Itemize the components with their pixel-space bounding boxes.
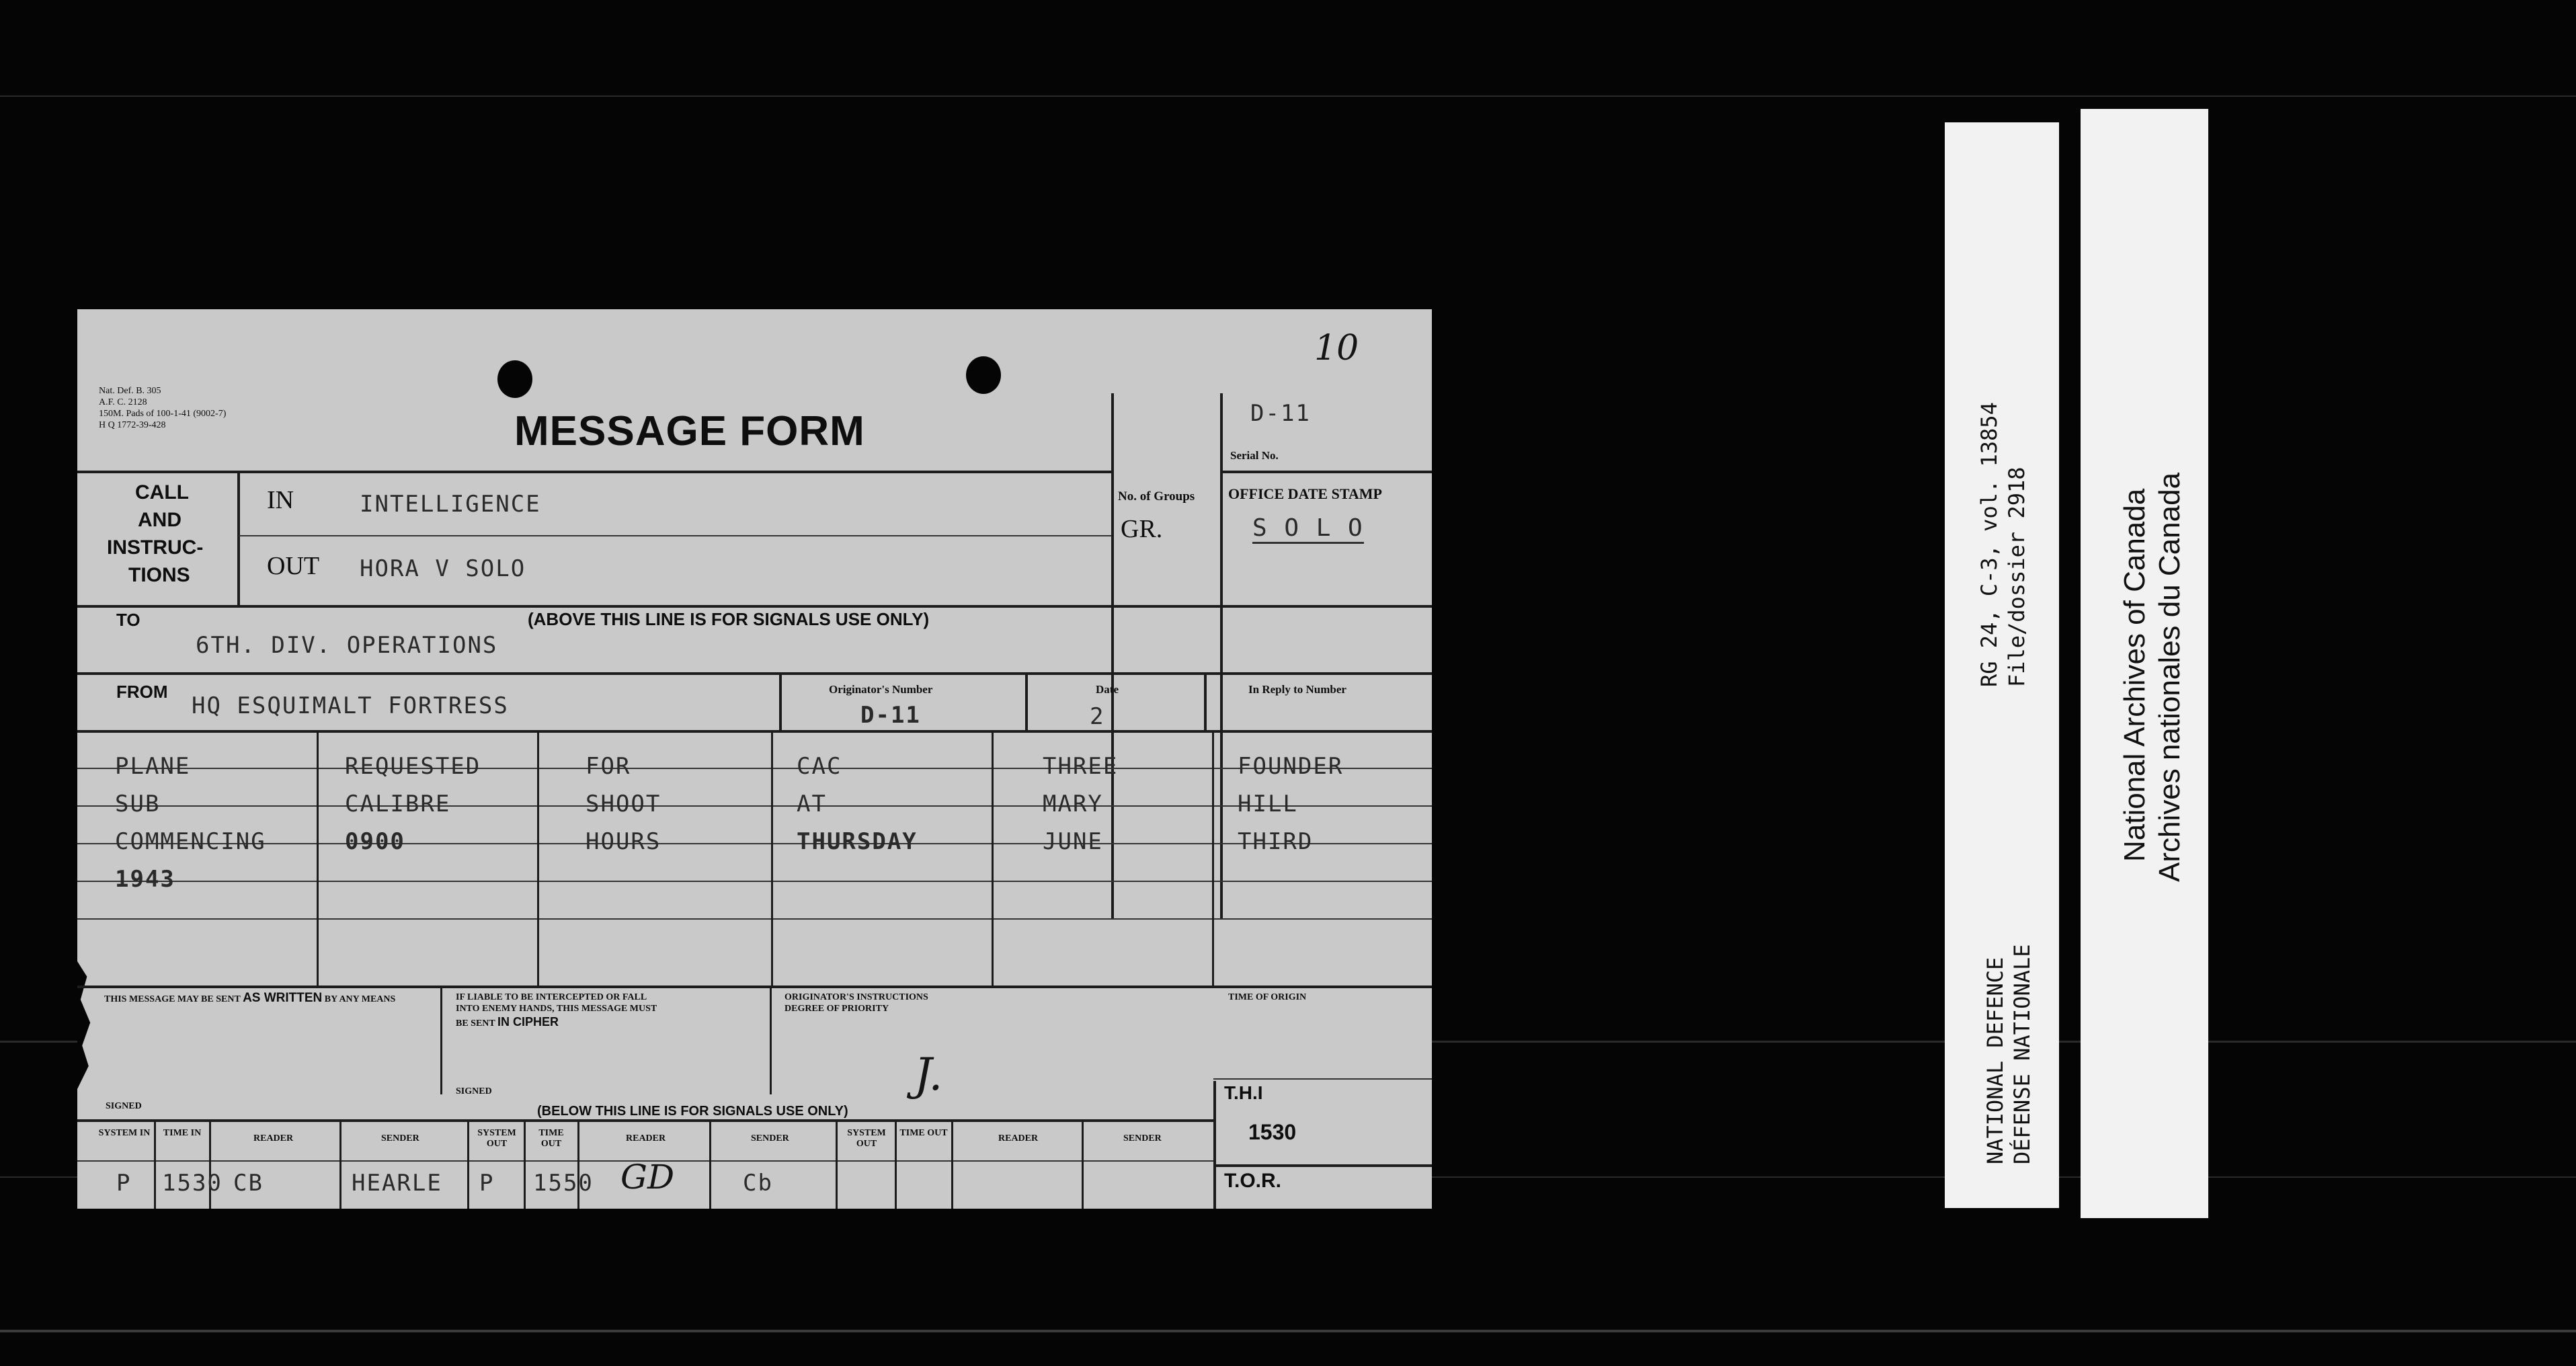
scan-line <box>0 95 2576 97</box>
message-word: 1943 <box>115 866 175 893</box>
signals-value: 1550 <box>533 1170 594 1197</box>
rule <box>524 1119 526 1209</box>
department-line: DÉFENSE NATIONALE <box>2009 944 2035 1164</box>
archive-reference-strip <box>1945 122 2059 1208</box>
sent-note-suffix: BY ANY MEANS <box>324 994 396 1004</box>
no-of-groups-label: No. of Groups <box>1118 489 1195 504</box>
sent-note <box>104 992 447 1005</box>
archives-name-strip <box>2081 109 2208 1218</box>
signals-above-note: (ABOVE THIS LINE IS FOR SIGNALS USE ONLY) <box>528 609 930 629</box>
out-value: HORA V SOLO <box>360 555 526 582</box>
torn-edge <box>77 961 93 1089</box>
cipher-note-line <box>456 1015 559 1029</box>
signals-value: P <box>116 1170 132 1197</box>
message-word: THURSDAY <box>797 828 918 855</box>
call-label: CALL <box>135 481 189 504</box>
rule <box>77 1119 1213 1122</box>
serial-number-label: Serial No. <box>1230 449 1279 462</box>
cipher-note-text: BE SENT <box>456 1018 495 1029</box>
rule <box>339 1119 341 1209</box>
message-word: THREE <box>1043 753 1119 780</box>
signals-value: 1530 <box>162 1170 223 1197</box>
rule <box>237 471 240 605</box>
signals-below-note: (BELOW THIS LINE IS FOR SIGNALS USE ONLY) <box>537 1104 848 1119</box>
rule <box>317 731 319 987</box>
rule <box>836 1119 838 1209</box>
serial-number-value: D-11 <box>1250 400 1311 427</box>
rule <box>951 1119 953 1209</box>
date-value: 2 <box>1090 703 1105 730</box>
message-form <box>77 309 1432 1209</box>
signals-header: TIME OUT <box>899 1128 948 1138</box>
signals-value: HEARLE <box>352 1170 442 1197</box>
rule <box>779 674 782 730</box>
message-word: CALIBRE <box>345 791 451 817</box>
rule <box>1213 1081 1216 1209</box>
office-date-stamp-value: S O L O <box>1252 514 1364 544</box>
rule <box>1082 1119 1084 1209</box>
rule <box>992 731 994 987</box>
out-label: OUT <box>267 552 320 580</box>
sent-note-bold: AS WRITTEN <box>243 991 323 1005</box>
signals-header: SENDER <box>751 1133 789 1143</box>
rule <box>440 987 442 1094</box>
form-code-line: 150M. Pads of 100-1-41 (9002-7) <box>99 409 227 419</box>
from-label: FROM <box>116 682 168 702</box>
message-word: THIRD <box>1238 828 1314 855</box>
rule <box>77 881 1432 882</box>
signals-header: SYSTEM OUT <box>847 1128 886 1149</box>
call-label: INSTRUC- <box>107 536 204 559</box>
rule <box>77 605 1432 608</box>
message-word: AT <box>797 791 827 817</box>
signals-value: GD <box>620 1158 675 1197</box>
rule <box>77 768 1432 769</box>
signals-header: TIME IN <box>163 1128 202 1138</box>
signals-value: P <box>479 1170 495 1197</box>
rule <box>77 918 1432 920</box>
signals-header: READER <box>998 1133 1039 1143</box>
rule <box>239 535 1111 536</box>
message-word: PLANE <box>115 753 191 780</box>
message-word: FOR <box>586 753 631 780</box>
in-value: INTELLIGENCE <box>360 491 541 518</box>
in-label: IN <box>267 486 294 514</box>
signed-label: SIGNED <box>106 1101 142 1111</box>
rule <box>77 471 1113 473</box>
handwritten-page-number: 10 <box>1314 328 1359 368</box>
date-label: Date <box>1096 683 1119 696</box>
signals-value: CB <box>233 1170 264 1197</box>
to-label: TO <box>116 610 140 630</box>
archives-name-french: Archives nationales du Canada <box>2153 472 2186 882</box>
call-label: TIONS <box>128 564 190 586</box>
in-reply-label: In Reply to Number <box>1248 683 1346 696</box>
signals-header: SYSTEM IN <box>98 1128 151 1138</box>
signals-value: Cb <box>743 1170 773 1197</box>
message-word: JUNE <box>1043 828 1103 855</box>
message-word: MARY <box>1043 791 1103 817</box>
cipher-note-line: INTO ENEMY HANDS, THIS MESSAGE MUST <box>456 1004 657 1014</box>
message-word: HILL <box>1238 791 1298 817</box>
rule <box>1212 731 1214 987</box>
form-code-line: H Q 1772-39-428 <box>99 420 166 430</box>
thi-label: T.H.I <box>1224 1082 1263 1103</box>
rule <box>770 987 772 1094</box>
priority-mark: J. <box>914 1049 943 1100</box>
rule <box>467 1119 469 1209</box>
message-word: REQUESTED <box>345 753 481 780</box>
rule <box>77 843 1432 844</box>
sent-note-prefix: THIS MESSAGE MAY BE SENT <box>104 994 241 1004</box>
rule <box>1025 674 1028 730</box>
form-code-line: Nat. Def. B. 305 <box>99 386 161 396</box>
signals-header: SYSTEM OUT <box>477 1128 516 1149</box>
rule <box>154 1119 156 1209</box>
rule <box>1204 674 1207 730</box>
signals-header: SENDER <box>1123 1133 1162 1143</box>
originators-instructions-label: ORIGINATOR'S INSTRUCTIONS <box>784 992 928 1002</box>
rule <box>537 731 539 987</box>
originators-number-label: Originator's Number <box>829 683 933 696</box>
priority-label: DEGREE OF PRIORITY <box>784 1004 889 1014</box>
rule <box>77 986 1432 988</box>
originators-number-value: D-11 <box>860 702 921 729</box>
gr-label: GR. <box>1121 515 1163 543</box>
time-of-origin-label: TIME OF ORIGIN <box>1228 992 1307 1002</box>
rule <box>895 1119 897 1209</box>
form-title: MESSAGE FORM <box>514 408 865 454</box>
office-date-stamp-label: OFFICE DATE STAMP <box>1228 485 1382 502</box>
signals-header: TIME OUT <box>538 1128 564 1149</box>
signals-header: READER <box>253 1133 294 1143</box>
signals-header: SENDER <box>381 1133 419 1143</box>
thi-value: 1530 <box>1248 1120 1297 1144</box>
message-word: FOUNDER <box>1238 753 1344 780</box>
department-line: NATIONAL DEFENCE <box>1982 957 2008 1164</box>
cipher-note-line: IF LIABLE TO BE INTERCEPTED OR FALL <box>456 992 647 1002</box>
from-value: HQ ESQUIMALT FORTRESS <box>192 692 509 719</box>
archives-name-english: National Archives of Canada <box>2118 488 2151 862</box>
message-word: SHOOT <box>586 791 661 817</box>
tor-label: T.O.R. <box>1224 1170 1282 1192</box>
rule <box>77 730 1432 733</box>
signals-header: READER <box>626 1133 666 1143</box>
cipher-note-bold: IN CIPHER <box>497 1015 559 1029</box>
form-code-line: A.F. C. 2128 <box>99 397 147 407</box>
archive-reference-line: File/dossier 2918 <box>2004 467 2029 687</box>
signed-label: SIGNED <box>456 1086 492 1096</box>
rule <box>771 731 773 987</box>
rule <box>709 1119 711 1209</box>
message-word: 0900 <box>345 828 405 855</box>
archive-reference-line: RG 24, C-3, vol. 13854 <box>1976 402 2002 687</box>
punch-hole <box>497 360 532 398</box>
to-value: 6TH. DIV. OPERATIONS <box>196 632 498 659</box>
message-word: COMMENCING <box>115 828 266 855</box>
punch-hole <box>966 356 1001 394</box>
message-word: SUB <box>115 791 161 817</box>
rule <box>1213 1164 1432 1167</box>
rule <box>77 805 1432 807</box>
message-word: HOURS <box>586 828 661 855</box>
message-word: CAC <box>797 753 842 780</box>
call-label: AND <box>138 509 182 531</box>
scan-line <box>0 1330 2576 1332</box>
rule <box>1213 1078 1432 1080</box>
rule <box>77 672 1432 675</box>
rule <box>1220 471 1432 473</box>
